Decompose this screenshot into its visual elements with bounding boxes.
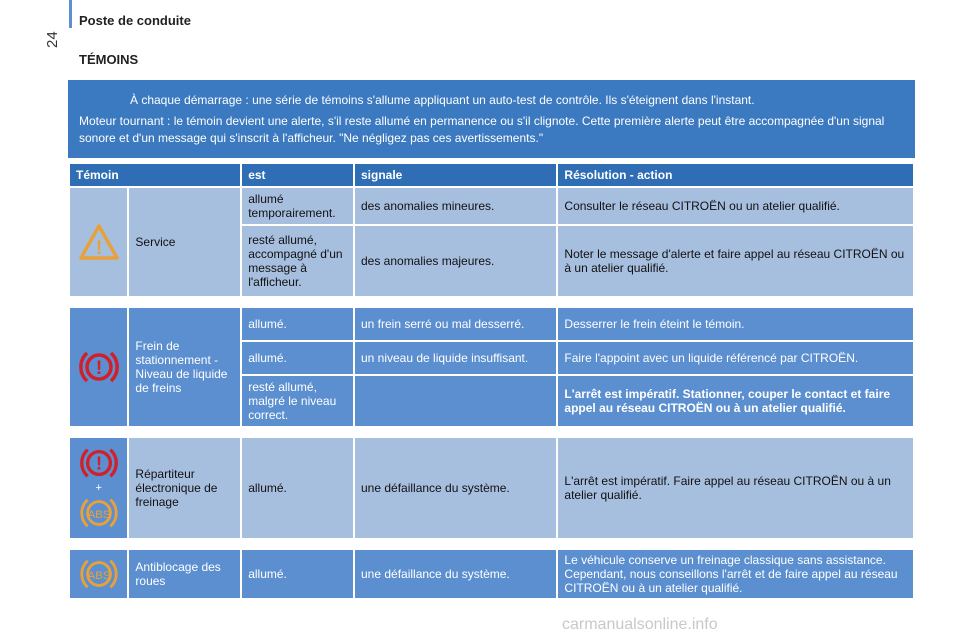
header-est: est (242, 164, 353, 186)
service-name: Service (129, 188, 240, 296)
service-action-2: Noter le message d'alerte et faire appel au réseau CITROËN ou à un atelier qualifié. (558, 226, 913, 296)
page-number: 24 (44, 31, 61, 48)
frein-est-1: allumé. (242, 308, 353, 340)
abs-est: allumé. (242, 550, 353, 598)
repartiteur-name: Répartiteur électronique de freinage (129, 438, 240, 538)
frein-action-1: Desserrer le frein éteint le témoin. (558, 308, 913, 340)
service-signale-2: des anomalies majeures. (355, 226, 556, 296)
warning-lights-table (68, 162, 915, 600)
intro-paragraph-2: Moteur tournant : le témoin devient une alerte, s'il reste allumé en permanence ou s'il clignote. Cette première alerte peut être accompagnée d'un signal sonore et d'un message qui s'inscrit à l'afficheur. "Ne négligez pas ces avertissements." (79, 114, 885, 145)
abs-icon (79, 494, 119, 532)
service-icon-cell (70, 188, 127, 296)
intro-paragraph-1: À chaque démarrage : une série de témoins s'allume appliquant un auto-test de contrôle. Ils s'éteignent dans l'instant. (130, 93, 755, 107)
frein-name: Frein de stationnement - Niveau de liquide de freins (129, 308, 240, 426)
abs-icon-cell (70, 550, 127, 598)
brake-warning-icon (79, 444, 119, 482)
section-header: Poste de conduite (79, 13, 191, 28)
abs-name: Antiblocage des roues (129, 550, 240, 598)
frein-est-3: resté allumé, malgré le niveau correct. (242, 376, 353, 426)
plus-sign: + (95, 482, 102, 494)
table-header-row (70, 164, 913, 186)
header-signale: signale (355, 164, 556, 186)
intro-box (68, 80, 915, 158)
repartiteur-action: L'arrêt est impératif. Faire appel au réseau CITROËN ou à un atelier qualifié. (558, 438, 913, 538)
abs-signale: une défaillance du système. (355, 550, 556, 598)
brake-warning-icon (78, 347, 120, 387)
abs-label: ABS (87, 508, 111, 521)
brake-mark: ! (95, 453, 102, 474)
table-row (70, 188, 913, 224)
service-action-1: Consulter le réseau CITROËN ou un atelier qualifié. (558, 188, 913, 224)
frein-signale-1: un frein serré ou mal desserré. (355, 308, 556, 340)
brake-mark: ! (95, 358, 102, 379)
table-row (70, 438, 913, 538)
warning-triangle-icon (79, 223, 119, 261)
service-signale-1: des anomalies mineures. (355, 188, 556, 224)
service-est-1: allumé temporairement. (242, 188, 353, 224)
header-temoin: Témoin (70, 164, 240, 186)
header-resolution: Résolution - action (558, 164, 913, 186)
service-est-2: resté allumé, accompagné d'un message à l'afficheur. (242, 226, 353, 296)
frein-action-3: L'arrêt est impératif. Stationner, couper le contact et faire appel au réseau CITROËN ou à un atelier qualifié. (558, 376, 913, 426)
repartiteur-est: allumé. (242, 438, 353, 538)
table-row (70, 550, 913, 598)
abs-icon (79, 555, 119, 593)
frein-action-2: Faire l'appoint avec un liquide référencé par CITROËN. (558, 342, 913, 374)
page-edge-bar (69, 0, 72, 28)
table-row (70, 308, 913, 340)
abs-action: Le véhicule conserve un freinage classique sans assistance. Cependant, nous conseillons l'arrêt et de faire appel au réseau CITROËN ou à un atelier qualifié. (558, 550, 913, 598)
repartiteur-signale: une défaillance du système. (355, 438, 556, 538)
frein-signale-3 (355, 376, 556, 426)
abs-label: ABS (87, 569, 111, 582)
page-title: TÉMOINS (79, 52, 139, 67)
brake-icon-cell (70, 308, 127, 426)
repartiteur-icon-cell (70, 438, 127, 538)
frein-signale-2: un niveau de liquide insuffisant. (355, 342, 556, 374)
triangle-mark: ! (95, 238, 102, 259)
watermark: carmanualsonline.info (562, 616, 718, 633)
frein-est-2: allumé. (242, 342, 353, 374)
